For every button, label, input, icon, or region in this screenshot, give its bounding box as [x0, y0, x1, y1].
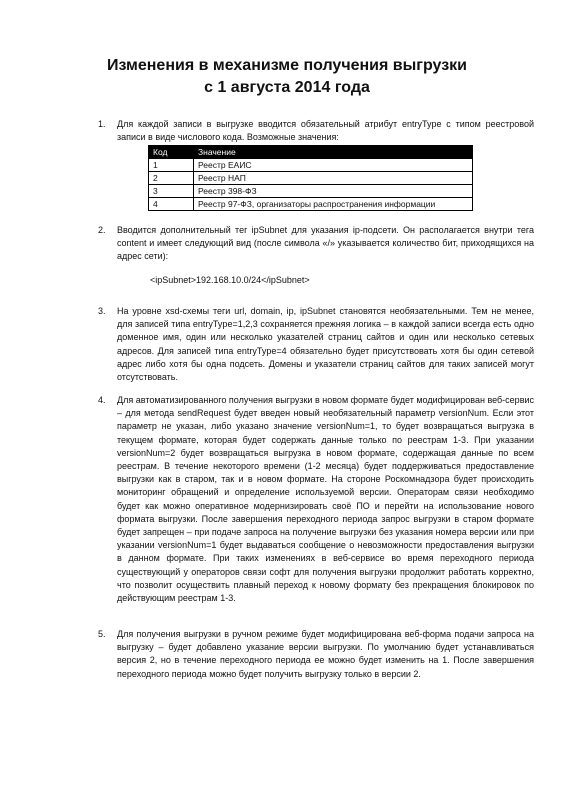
table-header-row: [149, 146, 473, 159]
item-4-text: Для автоматизированного получения выгрузки в новом формате будет модифицирован веб-сервис – для метода sendRequest будет введен новый необязательный параметр versionNum. Если этот параметр не указан, либо указано значение versionNum=1, то будет возвращаться выгрузка в текущем формате, которая будет содержать данные только по реестрам 1-3. При указании versionNum=2 будет возвращаться выгрузка в новом формате, содержащая данные по всем реестрам. В течение некоторого времени (1-2 месяца) будет поддерживаться предоставление выгрузки как в старом, так и в новом формате. На стороне Роскомнадзора будет происходить мониторинг обращений и определение используемой версии. Операторам связи необходимо будет как можно оперативное модернизировать своё ПО и перейти на использование нового формата выгрузки. После завершения переходного периода запрос выгрузки в старом формате будет запрещен – при подаче запроса на получение выгрузки без указания номера версии или при указании versionNum=1 будет выдаваться сообщение о невозможности предоставления выгрузки в данном формате. При таких изменениях в веб-сервисе во время переходного периода существующий у операторов связи софт для получения выгрузки продолжит работать корректно, что позволит осуществить плавный переход к новому формату без прекращения блокировок по действующим реестрам 1-3.: [117, 395, 534, 604]
table-cell-value: Реестр НАП: [194, 172, 473, 185]
table-cell-code: 4: [149, 198, 194, 211]
table-cell-code: 3: [149, 185, 194, 198]
table-header-code: Код: [149, 146, 194, 159]
item-1-number: 1.: [98, 119, 106, 129]
item-4-number: 4.: [98, 395, 106, 405]
table-cell-code: 1: [149, 159, 194, 172]
item-2-text: Вводится дополнительный тег ipSubnet для указания ip-подсети. Он располагается внутри тега content и имеет следующий вид (после символа «/» указывается количество бит, приходящихся на адрес сети):: [117, 225, 534, 262]
table-cell-value: Реестр 398-ФЗ: [194, 185, 473, 198]
table-row: [149, 198, 473, 211]
item-3-number: 3.: [98, 306, 106, 316]
item-2-number: 2.: [98, 225, 106, 235]
table-cell-value: Реестр 97-ФЗ, организаторы распространения информации: [194, 198, 473, 211]
table-row: [149, 185, 473, 198]
item-3-text: На уровне xsd-схемы теги url, domain, ip, ipSubnet становятся необязательными. Тем не менее, для записей типа entryType=1,2,3 сохраняется прежняя логика – в каждой записи всегда есть одно доменное имя, один или несколько указателей страниц сайтов и один или несколько сетевых адресов. Для записей типа entryType=4 обязательно будет присутствовать хотя бы один сетевой адрес либо хотя бы одна подсеть. Домены и указатели страниц сайтов для таких записей могут отсутствовать.: [117, 306, 534, 383]
table-row: [149, 159, 473, 172]
table-cell-code: 2: [149, 172, 194, 185]
ipsubnet-code-example: <ipSubnet>192.168.10.0/24</ipSubnet>: [150, 275, 310, 285]
table-cell-value: Реестр ЕАИС: [194, 159, 473, 172]
item-5-text: Для получения выгрузки в ручном режиме будет модифицирована веб-форма подачи запроса на выгрузку – будет добавлено указание версии выгрузки. По умолчанию будет устанавливаться версия 2, но в течение переходного периода ее можно будет изменить на 1. После завершения переходного периода можно будет получить выгрузку только в версии 2.: [117, 629, 534, 679]
table-row: [149, 172, 473, 185]
document-title-line1: Изменения в механизме получения выгрузки: [106, 57, 468, 74]
document-title-line2: с 1 августа 2014 года: [204, 79, 370, 96]
item-1-text: Для каждой записи в выгрузке вводится обязательный атрибут entryType с типом реестровой записи в виде числового кода. Возможные значения:: [117, 119, 534, 143]
table-header-value: Значение: [194, 146, 473, 159]
registry-codes-table: [148, 145, 473, 211]
item-5-number: 5.: [98, 629, 106, 639]
